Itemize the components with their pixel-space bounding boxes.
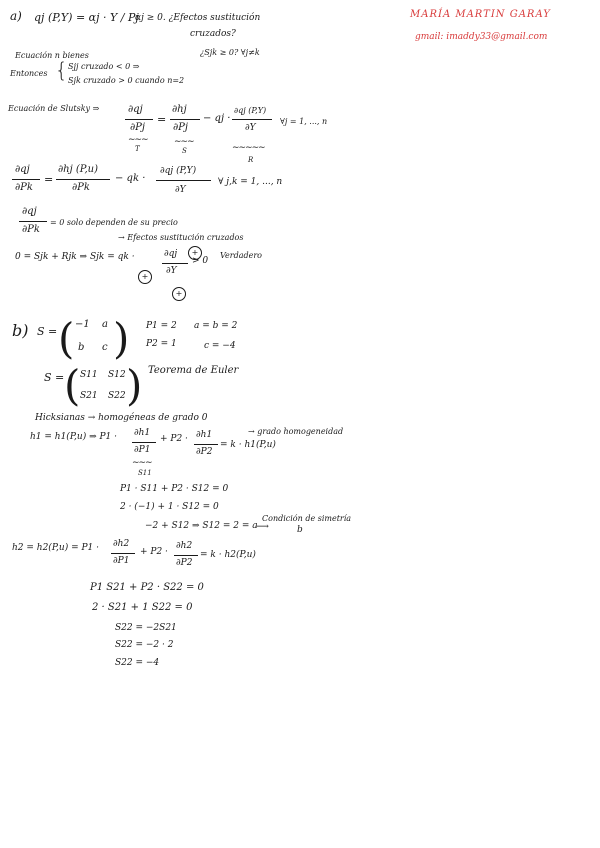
wavy-underline: ∼∼∼ xyxy=(174,137,194,147)
homogeneity-note: → grado homogeneidad xyxy=(248,427,344,436)
euler-step-3: −2 + S12 ⇒ S12 = 2 = a xyxy=(145,521,258,531)
wavy-underline: ∼∼∼ xyxy=(132,458,152,468)
step-f1: P1 S21 + P2 · S22 = 0 xyxy=(90,582,204,593)
h1-num-1: ∂h1 xyxy=(134,428,151,438)
brace: { xyxy=(55,58,68,82)
h2-num-1: ∂h2 xyxy=(113,539,130,549)
h1-den-1: ∂P1 xyxy=(134,445,151,455)
author-name: MARÍA MARTIN GARAY xyxy=(410,9,551,20)
m11: −1 xyxy=(75,319,90,330)
plus-circle-icon: + xyxy=(188,246,202,260)
h1-rhs: = k · h1(P,u) xyxy=(220,440,276,450)
price-1: P1 = 2 xyxy=(146,321,177,331)
final-den: ∂Y xyxy=(166,266,177,276)
h2-den-2: ∂P2 xyxy=(176,558,193,568)
wavy-underline: ∼∼∼ xyxy=(128,135,148,145)
slutsky-h-den: ∂Pj xyxy=(173,122,188,133)
s11: S11 xyxy=(80,370,98,380)
hicksian-label: Hicksianas → homogéneas de grado 0 xyxy=(35,413,208,423)
label-s: S xyxy=(182,147,187,155)
s22: S22 xyxy=(108,391,126,401)
cross-lhs-num: ∂qj xyxy=(15,164,30,175)
final-gt: > 0 xyxy=(192,256,209,266)
question-line: αj ≥ 0. ¿Efectos sustitución xyxy=(135,13,261,23)
euler-step-1: P1 · S11 + P2 · S12 = 0 xyxy=(120,484,229,494)
slutsky-eq: = xyxy=(157,113,167,126)
brace-line-1: Sjj cruzado < 0 ⇒ xyxy=(68,62,140,71)
m22: c xyxy=(102,342,108,353)
symmetry-note: Condición de simetría xyxy=(262,514,352,523)
slutsky-h-num: ∂hj xyxy=(172,104,187,115)
matrix-s-eq: S = xyxy=(37,325,58,338)
step-f3: S22 = −2S21 xyxy=(115,623,177,633)
h1-den-2: ∂P2 xyxy=(196,447,213,457)
depend-text: = 0 solo dependen de su precio xyxy=(50,218,178,227)
slutsky-label: Ecuación de Slutsky ⇒ xyxy=(8,104,100,113)
question-line-2: cruzados? xyxy=(190,29,236,39)
step-f4: S22 = −2 · 2 xyxy=(115,640,174,650)
euler-step-3-b: b xyxy=(297,525,303,535)
cross-lhs-den: ∂Pk xyxy=(15,182,33,193)
cross-forall: ∀ j,k = 1, ..., n xyxy=(218,177,283,187)
slutsky-q-den: ∂Y xyxy=(245,123,256,133)
wavy-underline: ∼∼∼∼∼ xyxy=(232,143,265,153)
right-paren: ) xyxy=(113,314,130,363)
depend-den: ∂Pk xyxy=(22,224,40,235)
slutsky-lhs-den: ∂Pj xyxy=(130,122,145,133)
h1-num-2: ∂h1 xyxy=(196,430,213,440)
c-value: c = −4 xyxy=(204,341,236,351)
slutsky-q-num: ∂qj (P,Y) xyxy=(234,106,267,115)
price-2: P2 = 1 xyxy=(146,339,177,349)
final-num: ∂qj xyxy=(164,249,178,259)
plus-circle-icon: + xyxy=(138,270,152,284)
euler-step-2: 2 · (−1) + 1 · S12 = 0 xyxy=(120,502,219,512)
demand-formula: qj (P,Y) = αj · Y / Pj xyxy=(34,11,139,24)
h2-plus: + P2 · xyxy=(140,547,168,557)
matrix-s2-eq: S = xyxy=(44,371,65,384)
arrow-icon: ⟶ xyxy=(256,522,269,532)
cross-minus: − qk · xyxy=(115,173,146,184)
euler-label: Teorema de Euler xyxy=(148,365,239,376)
equation-n-goods: Ecuación n bienes xyxy=(15,51,89,60)
plus-circle-icon: + xyxy=(172,287,186,301)
h2-num-2: ∂h2 xyxy=(176,541,193,551)
s21: S21 xyxy=(80,391,98,401)
slutsky-minus: − qj · xyxy=(203,113,231,124)
step-f5: S22 = −4 xyxy=(115,658,160,668)
h2-equation: h2 = h2(P,u) = P1 · xyxy=(12,543,99,553)
brace-line-2: Sjk cruzado > 0 cuando n=2 xyxy=(68,76,185,85)
part-b-label: b) xyxy=(12,321,29,340)
label-t: T xyxy=(135,145,140,153)
left-paren: ( xyxy=(64,361,81,410)
cross-q-num: ∂qj (P,Y) xyxy=(160,166,197,176)
depend-num: ∂qj xyxy=(22,206,37,217)
s12: S12 xyxy=(108,370,126,380)
h1-plus: + P2 · xyxy=(160,434,188,444)
h2-rhs: = k · h2(P,u) xyxy=(200,550,256,560)
h1-under-label: S11 xyxy=(138,469,152,477)
sign-question: ¿Sjk ≥ 0? ∀j≠k xyxy=(200,48,260,57)
part-a-label: a) xyxy=(10,9,22,23)
verdadero-label: Verdadero xyxy=(220,251,262,260)
label-r: R xyxy=(248,156,254,164)
cross-h-den: ∂Pk xyxy=(72,182,90,193)
left-paren: ( xyxy=(58,314,75,363)
cross-eq: = xyxy=(44,173,54,186)
arrow-text: → Efectos sustitución cruzados xyxy=(118,233,244,242)
final-equation: 0 = Sjk + Rjk ⇒ Sjk = qk · xyxy=(15,252,135,262)
m12: a xyxy=(102,319,108,330)
cross-q-den: ∂Y xyxy=(175,185,186,195)
right-paren: ) xyxy=(126,361,143,410)
m21: b xyxy=(78,342,85,353)
slutsky-forall: ∀j = 1, ..., n xyxy=(280,117,328,126)
slutsky-lhs-num: ∂qj xyxy=(128,104,143,115)
then-label: Entonces xyxy=(10,69,48,78)
author-email: gmail: imaddy33@gmail.com xyxy=(415,32,548,42)
ab-value: a = b = 2 xyxy=(194,321,238,331)
h2-den-1: ∂P1 xyxy=(113,556,130,566)
cross-h-num: ∂hj (P,u) xyxy=(58,164,99,175)
h1-equation: h1 = h1(P,u) ⇒ P1 · xyxy=(30,432,117,442)
step-f2: 2 · S21 + 1 S22 = 0 xyxy=(92,602,193,613)
